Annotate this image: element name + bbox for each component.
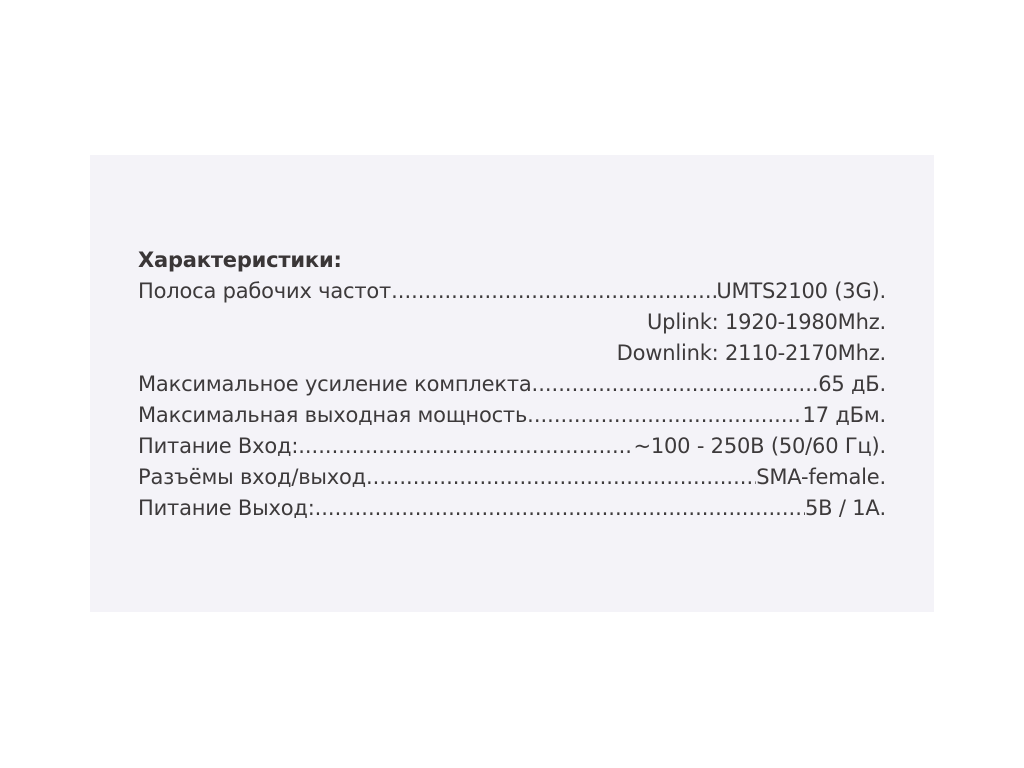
spec-value: UMTS2100 (3G). [716,279,886,303]
dot-leader [298,431,633,462]
spec-row-max-output-power [138,400,886,431]
spec-value: 5В / 1А. [805,496,886,520]
dot-leader [391,276,716,307]
spec-row-power-input [138,431,886,462]
spec-value: 17 дБм. [802,403,886,427]
spec-label: Полоса рабочих частот [138,279,392,303]
spec-label: Питание Вход: [138,434,299,458]
spec-value: Downlink: 2110-2170Mhz. [616,341,886,365]
specifications-block [138,245,886,524]
spec-value: 65 дБ. [818,372,886,396]
spec-row-frequency-band [138,276,886,307]
specs-title: Характеристики: [138,248,342,272]
spec-value: ~100 - 250В (50/60 Гц). [633,434,886,458]
spec-label: Разъёмы вход/выход [138,465,366,489]
spec-label: Максимальное усиление комплекта [138,372,532,396]
dot-leader [366,462,756,493]
spec-row-uplink [138,307,886,338]
dot-leader [527,400,802,431]
spec-row-max-gain [138,369,886,400]
spec-value: SMA-female. [756,465,886,489]
spec-row-power-output [138,493,886,524]
spec-row-downlink [138,338,886,369]
dot-leader [532,369,819,400]
spec-value: Uplink: 1920-1980Mhz. [647,310,886,334]
dot-leader [315,493,805,524]
spec-row-connectors [138,462,886,493]
spec-label: Питание Выход: [138,496,315,520]
spec-label: Максимальная выходная мощность [138,403,528,427]
